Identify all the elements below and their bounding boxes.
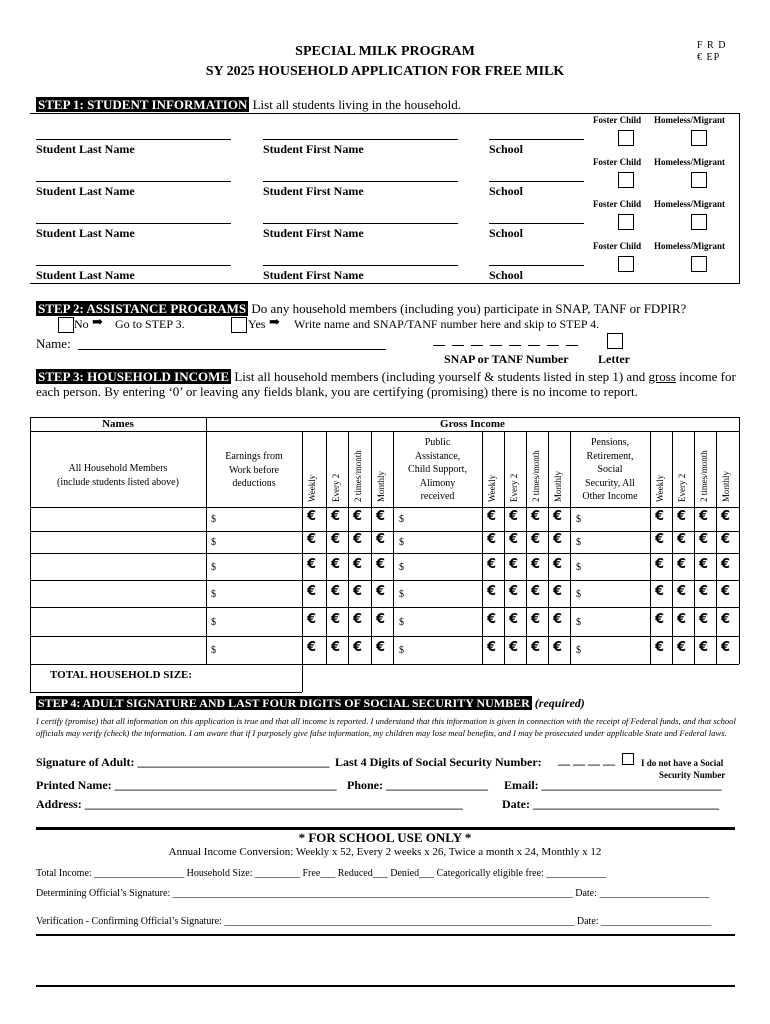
step3-instruction-2: income for each person. By entering ‘0’ or leaving any fields blank, you are certifying (promising) there is no income to report. <box>36 369 736 399</box>
frequency-checkbox-icon[interactable]: € <box>655 509 665 524</box>
frequency-checkbox-icon[interactable]: € <box>677 532 687 547</box>
table-column-border <box>326 431 327 664</box>
student-first-name-field[interactable] <box>263 265 458 266</box>
step3-heading: STEP 3: HOUSEHOLD INCOME <box>38 369 230 384</box>
foster-child-label: Foster Child <box>593 115 642 125</box>
frequency-checkbox-icon[interactable]: € <box>376 556 386 572</box>
snap-digit-blank[interactable] <box>566 345 578 346</box>
snap-digit-blank[interactable] <box>433 345 445 346</box>
student-last-name-label: Student Last Name <box>36 268 135 282</box>
school-field[interactable] <box>489 181 584 182</box>
frequency-checkbox-icon[interactable]: € <box>531 583 541 599</box>
school-field[interactable] <box>489 265 584 266</box>
frequency-checkbox-icon[interactable]: € <box>553 509 563 524</box>
step2-heading: STEP 2: ASSISTANCE PROGRAMS <box>38 301 247 316</box>
dollar-sign: $ <box>399 537 404 548</box>
public_header-line: Public <box>424 437 451 448</box>
snap-digit-blank[interactable] <box>547 345 559 346</box>
dollar-sign: $ <box>576 588 581 600</box>
frequency-checkbox-icon[interactable]: € <box>553 611 563 627</box>
dollar-sign: $ <box>576 514 581 525</box>
earnings_header-line: Work before <box>228 464 279 476</box>
frequency-checkbox-icon[interactable]: € <box>677 509 687 524</box>
dollar-sign: $ <box>576 616 581 628</box>
step1-right-border <box>739 113 740 283</box>
frequency-checkbox-icon[interactable]: € <box>376 583 386 599</box>
step2-name-field[interactable] <box>78 349 386 350</box>
student-first-name-label: Student First Name <box>263 226 364 240</box>
step4-required: (required) <box>534 696 585 710</box>
pension_header-line: Retirement, <box>586 450 634 462</box>
dollar-sign: $ <box>399 616 404 628</box>
frequency-label: Every 2 <box>509 473 519 502</box>
frequency-checkbox-icon[interactable]: € <box>509 583 519 599</box>
school-field[interactable] <box>489 223 584 224</box>
school-label: School <box>489 226 524 240</box>
frequency-checkbox-icon[interactable]: € <box>677 556 687 572</box>
student-last-name-label: Student Last Name <box>36 142 135 156</box>
frequency-checkbox-icon[interactable]: € <box>699 509 709 524</box>
school-field[interactable] <box>489 139 584 140</box>
student-first-name-label: Student First Name <box>263 184 364 198</box>
student-first-name-field[interactable] <box>263 139 458 140</box>
frequency-label: Monthly <box>376 470 386 502</box>
step1-heading: STEP 1: STUDENT INFORMATION <box>38 97 248 112</box>
table-column-border <box>526 431 527 664</box>
date-field[interactable]: Date: _______________________________ <box>502 797 719 811</box>
frequency-checkbox-icon[interactable]: € <box>655 640 665 655</box>
dollar-sign: $ <box>399 645 404 656</box>
income-conversion-note: Annual Income Conversion: Weekly x 52, Every 2 weeks x 26, Twice a month x 24, Monthly x 12 <box>168 846 602 858</box>
frequency-checkbox-icon[interactable]: € <box>721 556 731 572</box>
earnings_header-line: deductions <box>232 478 276 489</box>
members-header-2: (include students listed above) <box>57 477 179 488</box>
student-last-name-field[interactable] <box>36 223 231 224</box>
members-header-1: All Household Members <box>68 463 168 474</box>
frequency-checkbox-icon[interactable]: € <box>699 532 709 547</box>
frequency-checkbox-icon[interactable]: € <box>307 556 317 572</box>
names-header: Names <box>102 418 134 430</box>
printed-name-field[interactable]: Printed Name: _____________________________________ <box>36 778 337 792</box>
pension_header-line: Security, All <box>585 477 635 489</box>
certification-statement: I certify (promise) that all information on this application is true and that all income is reported. I understand that this information is given in connection with the receipt of Federal funds, and that school officials may verify (check) the information. I am aware that if I purposely give false information, my children may lose meal benefits, and I may be prosecuted under applicable State and Federal laws. <box>36 716 736 738</box>
dollar-sign: $ <box>399 561 404 573</box>
page-bottom-rule <box>36 985 735 987</box>
frequency-checkbox-icon[interactable]: € <box>487 583 497 599</box>
school-use-title: * FOR SCHOOL USE ONLY * <box>298 830 472 845</box>
dollar-sign: $ <box>211 588 216 600</box>
frequency-checkbox-icon[interactable]: € <box>509 640 519 655</box>
total-income-row[interactable]: Total Income: __________________ Household Size: _________ Free___ Reduced___ Denied___ Categorically eligible free: ____________ <box>36 868 607 879</box>
no-ssn-checkbox[interactable] <box>622 753 634 765</box>
dollar-sign: $ <box>576 561 581 573</box>
student-first-name-field[interactable] <box>263 181 458 182</box>
form-title: SPECIAL MILK PROGRAM <box>295 44 475 59</box>
step1-instruction: List all students living in the household. <box>252 97 461 112</box>
dollar-sign: $ <box>211 561 216 573</box>
step2-header <box>36 301 686 317</box>
arrow-right-icon: ➡ <box>269 314 280 329</box>
verification-official-row[interactable]: Verification - Confirming Official’s Signature: ______________________________________________________________________ Date: ______________________ <box>36 916 712 927</box>
homeless-migrant-checkbox[interactable] <box>691 214 707 230</box>
frequency-checkbox-icon[interactable]: € <box>353 509 363 524</box>
snap-digit-blank[interactable] <box>509 345 521 346</box>
table-column-border <box>672 431 673 664</box>
frequency-checkbox-icon[interactable]: € <box>331 611 341 627</box>
public_header-line: received <box>420 491 455 502</box>
dollar-sign: $ <box>576 645 581 656</box>
step2-no-checkbox[interactable] <box>58 317 74 333</box>
step2-no-label: No <box>74 317 89 331</box>
total-household-size-field[interactable] <box>207 665 301 691</box>
snap-digit-blank[interactable] <box>452 345 464 346</box>
table-header-border <box>30 431 739 432</box>
frequency-label: 2 times/month <box>353 450 363 502</box>
frequency-checkbox-icon[interactable]: € <box>531 556 541 572</box>
frequency-checkbox-icon[interactable]: € <box>677 611 687 627</box>
frequency-checkbox-icon[interactable]: € <box>699 583 709 599</box>
frequency-checkbox-icon[interactable]: € <box>331 509 341 524</box>
step4-heading: STEP 4: ADULT SIGNATURE AND LAST FOUR DIGITS OF SOCIAL SECURITY NUMBER <box>38 696 530 710</box>
student-first-name-label: Student First Name <box>263 268 364 282</box>
frequency-checkbox-icon[interactable]: € <box>699 640 709 655</box>
pension_header-line: Other Income <box>582 491 638 502</box>
homeless-migrant-checkbox[interactable] <box>691 172 707 188</box>
frequency-label: Monthly <box>721 470 731 502</box>
homeless-migrant-label: Homeless/Migrant <box>654 241 725 251</box>
foster-child-checkbox[interactable] <box>618 214 634 230</box>
homeless-migrant-label: Homeless/Migrant <box>654 115 725 125</box>
household-member-name-cell[interactable] <box>31 637 206 664</box>
frequency-checkbox-icon[interactable]: € <box>376 611 386 627</box>
student-last-name-field[interactable] <box>36 139 231 140</box>
frequency-checkbox-icon[interactable]: € <box>307 640 317 655</box>
frequency-checkbox-icon[interactable]: € <box>353 583 363 599</box>
snap-digit-blank[interactable] <box>490 345 502 346</box>
frequency-label: Every 2 <box>331 473 341 502</box>
frequency-checkbox-icon[interactable]: € <box>721 611 731 627</box>
frequency-label: Weekly <box>655 474 665 502</box>
signature-of-adult[interactable]: Signature of Adult: ________________________________ <box>36 755 330 769</box>
frequency-checkbox-icon[interactable]: € <box>307 583 317 599</box>
form-subtitle: SY 2025 HOUSEHOLD APPLICATION FOR FREE MILK <box>205 64 565 79</box>
dollar-sign: $ <box>211 645 216 656</box>
pension_header-line: Social <box>597 464 623 475</box>
dollar-sign: $ <box>399 514 404 525</box>
frequency-checkbox-icon[interactable]: € <box>376 532 386 547</box>
school-label: School <box>489 184 524 198</box>
frequency-checkbox-icon[interactable]: € <box>331 532 341 547</box>
frequency-checkbox-icon[interactable]: € <box>487 640 497 655</box>
frequency-checkbox-icon[interactable]: € <box>655 532 665 547</box>
ssn-digits-field[interactable]: __ __ __ __ <box>558 753 615 767</box>
step3-instruction-1: List all household members (including yourself & students listed in step 1) and <box>234 369 646 384</box>
step3-instruction-gross: gross <box>648 369 676 384</box>
frequency-checkbox-icon[interactable]: € <box>376 640 386 655</box>
no-ssn-label-1: I do not have a Social <box>641 758 724 768</box>
homeless-migrant-label: Homeless/Migrant <box>654 199 725 209</box>
homeless-migrant-checkbox[interactable] <box>691 256 707 272</box>
school-label: School <box>489 142 524 156</box>
frequency-checkbox-icon[interactable]: € <box>509 509 519 524</box>
snap-letter-label: Letter <box>598 352 630 366</box>
table-column-border <box>482 431 483 664</box>
arrow-right-icon: ➡ <box>92 314 103 329</box>
frequency-checkbox-icon[interactable]: € <box>331 556 341 572</box>
frequency-checkbox-icon[interactable]: € <box>509 556 519 572</box>
frequency-checkbox-icon[interactable]: € <box>677 640 687 655</box>
frequency-checkbox-icon[interactable]: € <box>353 532 363 547</box>
frequency-checkbox-icon[interactable]: € <box>655 583 665 599</box>
frequency-checkbox-icon[interactable]: € <box>553 640 563 655</box>
foster-child-label: Foster Child <box>593 157 642 167</box>
student-first-name-label: Student First Name <box>263 142 364 156</box>
table-column-border <box>716 431 717 664</box>
foster-child-checkbox[interactable] <box>618 172 634 188</box>
dollar-sign: $ <box>211 514 216 525</box>
frequency-checkbox-icon[interactable]: € <box>531 532 541 547</box>
public_header-line: Child Support, <box>408 464 467 475</box>
step2-name-label: Name: <box>36 336 71 351</box>
household-member-name-cell[interactable] <box>31 608 206 636</box>
frequency-label: Every 2 <box>677 473 687 502</box>
table-right-border <box>739 417 740 664</box>
school-use-bottom-rule <box>36 934 735 936</box>
student-last-name-field[interactable] <box>36 265 231 266</box>
step2-question: Do any household members (including you) participate in SNAP, TANF or FDPIR? <box>251 301 687 316</box>
frequency-checkbox-icon[interactable]: € <box>331 640 341 655</box>
frequency-checkbox-icon[interactable]: € <box>509 611 519 627</box>
no-ssn-label-2: Security Number <box>659 770 726 780</box>
dollar-sign: $ <box>399 588 404 600</box>
table-column-border <box>650 431 651 664</box>
snap-number-label: SNAP or TANF Number <box>444 352 569 366</box>
foster-child-label: Foster Child <box>593 241 642 251</box>
homeless-migrant-checkbox[interactable] <box>691 130 707 146</box>
frequency-checkbox-icon[interactable]: € <box>553 532 563 547</box>
step2-no-action: Go to STEP 3. <box>115 317 185 331</box>
determining-official-row[interactable]: Determining Official’s Signature: ________________________________________________________________________________ Date: ______________________ <box>36 888 710 899</box>
table-row-border <box>30 664 739 665</box>
step2-yes-label: Yes <box>248 317 266 331</box>
frequency-checkbox-icon[interactable]: € <box>331 583 341 599</box>
frequency-checkbox-icon[interactable]: € <box>677 583 687 599</box>
homeless-migrant-label: Homeless/Migrant <box>654 157 725 167</box>
gross-income-header: Gross Income <box>440 418 505 430</box>
student-first-name-field[interactable] <box>263 223 458 224</box>
frequency-label: 2 times/month <box>699 450 709 502</box>
frequency-checkbox-icon[interactable]: € <box>721 583 731 599</box>
household-member-name-cell[interactable] <box>31 554 206 580</box>
corner-mark-top: F R D <box>697 40 727 51</box>
dollar-sign: $ <box>576 537 581 548</box>
table-column-border <box>694 431 695 664</box>
email-field[interactable]: Email: ______________________________ <box>504 778 722 792</box>
frequency-checkbox-icon[interactable]: € <box>376 509 386 524</box>
foster-child-checkbox[interactable] <box>618 256 634 272</box>
student-last-name-label: Student Last Name <box>36 226 135 240</box>
frequency-checkbox-icon[interactable]: € <box>721 509 731 524</box>
table-total-border <box>30 692 302 693</box>
step2-yes-checkbox[interactable] <box>231 317 247 333</box>
frequency-checkbox-icon[interactable]: € <box>531 640 541 655</box>
phone-field[interactable]: Phone: _________________ <box>347 778 488 792</box>
earnings_header-line: Earnings from <box>225 451 283 462</box>
pension_header-line: Pensions, <box>590 437 630 448</box>
snap-letter-box[interactable] <box>607 333 623 349</box>
table-column-border <box>371 431 372 664</box>
household-member-name-cell[interactable] <box>31 532 206 553</box>
frequency-checkbox-icon[interactable]: € <box>721 640 731 655</box>
frequency-checkbox-icon[interactable]: € <box>353 556 363 572</box>
total-household-size-label: TOTAL HOUSEHOLD SIZE: <box>50 669 193 681</box>
frequency-checkbox-icon[interactable]: € <box>699 611 709 627</box>
frequency-checkbox-icon[interactable]: € <box>307 509 317 524</box>
frequency-checkbox-icon[interactable]: € <box>487 611 497 627</box>
snap-digit-blank[interactable] <box>471 345 483 346</box>
household-member-name-cell[interactable] <box>31 581 206 607</box>
frequency-label: Monthly <box>553 470 563 502</box>
household-member-name-cell[interactable] <box>31 508 206 531</box>
frequency-checkbox-icon[interactable]: € <box>307 611 317 627</box>
frequency-checkbox-icon[interactable]: € <box>655 556 665 572</box>
step4-header <box>36 696 585 711</box>
frequency-label: Weekly <box>487 474 497 502</box>
frequency-checkbox-icon[interactable]: € <box>509 532 519 547</box>
step1-top-rule <box>30 113 740 114</box>
frequency-checkbox-icon[interactable]: € <box>531 509 541 524</box>
public_header-line: Assistance, <box>414 450 461 462</box>
snap-digit-blank[interactable] <box>528 345 540 346</box>
step2-yes-action: Write name and SNAP/TANF number here and skip to STEP 4. <box>294 317 600 331</box>
table-total-right-border <box>302 431 303 692</box>
step1-bottom-rule <box>30 283 740 284</box>
table-column-border <box>548 431 549 664</box>
table-column-border <box>504 431 505 664</box>
dollar-sign: $ <box>211 616 216 628</box>
frequency-label: Weekly <box>307 474 317 502</box>
dollar-sign: $ <box>211 537 216 548</box>
frequency-checkbox-icon[interactable]: € <box>721 532 731 547</box>
frequency-checkbox-icon[interactable]: € <box>531 611 541 627</box>
corner-mark-bottom: € EP <box>697 52 721 63</box>
frequency-checkbox-icon[interactable]: € <box>353 611 363 627</box>
frequency-checkbox-icon[interactable]: € <box>553 556 563 572</box>
frequency-checkbox-icon[interactable]: € <box>307 532 317 547</box>
step3-header <box>36 369 736 399</box>
frequency-checkbox-icon[interactable]: € <box>353 640 363 655</box>
ssn-label: Last 4 Digits of Social Security Number: <box>335 755 542 769</box>
frequency-checkbox-icon[interactable]: € <box>487 556 497 572</box>
frequency-label: 2 times/month <box>531 450 541 502</box>
frequency-checkbox-icon[interactable]: € <box>655 611 665 627</box>
frequency-checkbox-icon[interactable]: € <box>699 556 709 572</box>
frequency-checkbox-icon[interactable]: € <box>553 583 563 599</box>
step1-header <box>36 97 461 113</box>
student-last-name-field[interactable] <box>36 181 231 182</box>
frequency-checkbox-icon[interactable]: € <box>487 532 497 547</box>
foster-child-checkbox[interactable] <box>618 130 634 146</box>
student-last-name-label: Student Last Name <box>36 184 135 198</box>
public_header-line: Alimony <box>419 477 456 489</box>
foster-child-label: Foster Child <box>593 199 642 209</box>
address-field[interactable]: Address: _______________________________________________________________ <box>36 797 463 811</box>
table-column-border <box>348 431 349 664</box>
school-label: School <box>489 268 524 282</box>
frequency-checkbox-icon[interactable]: € <box>487 509 497 524</box>
